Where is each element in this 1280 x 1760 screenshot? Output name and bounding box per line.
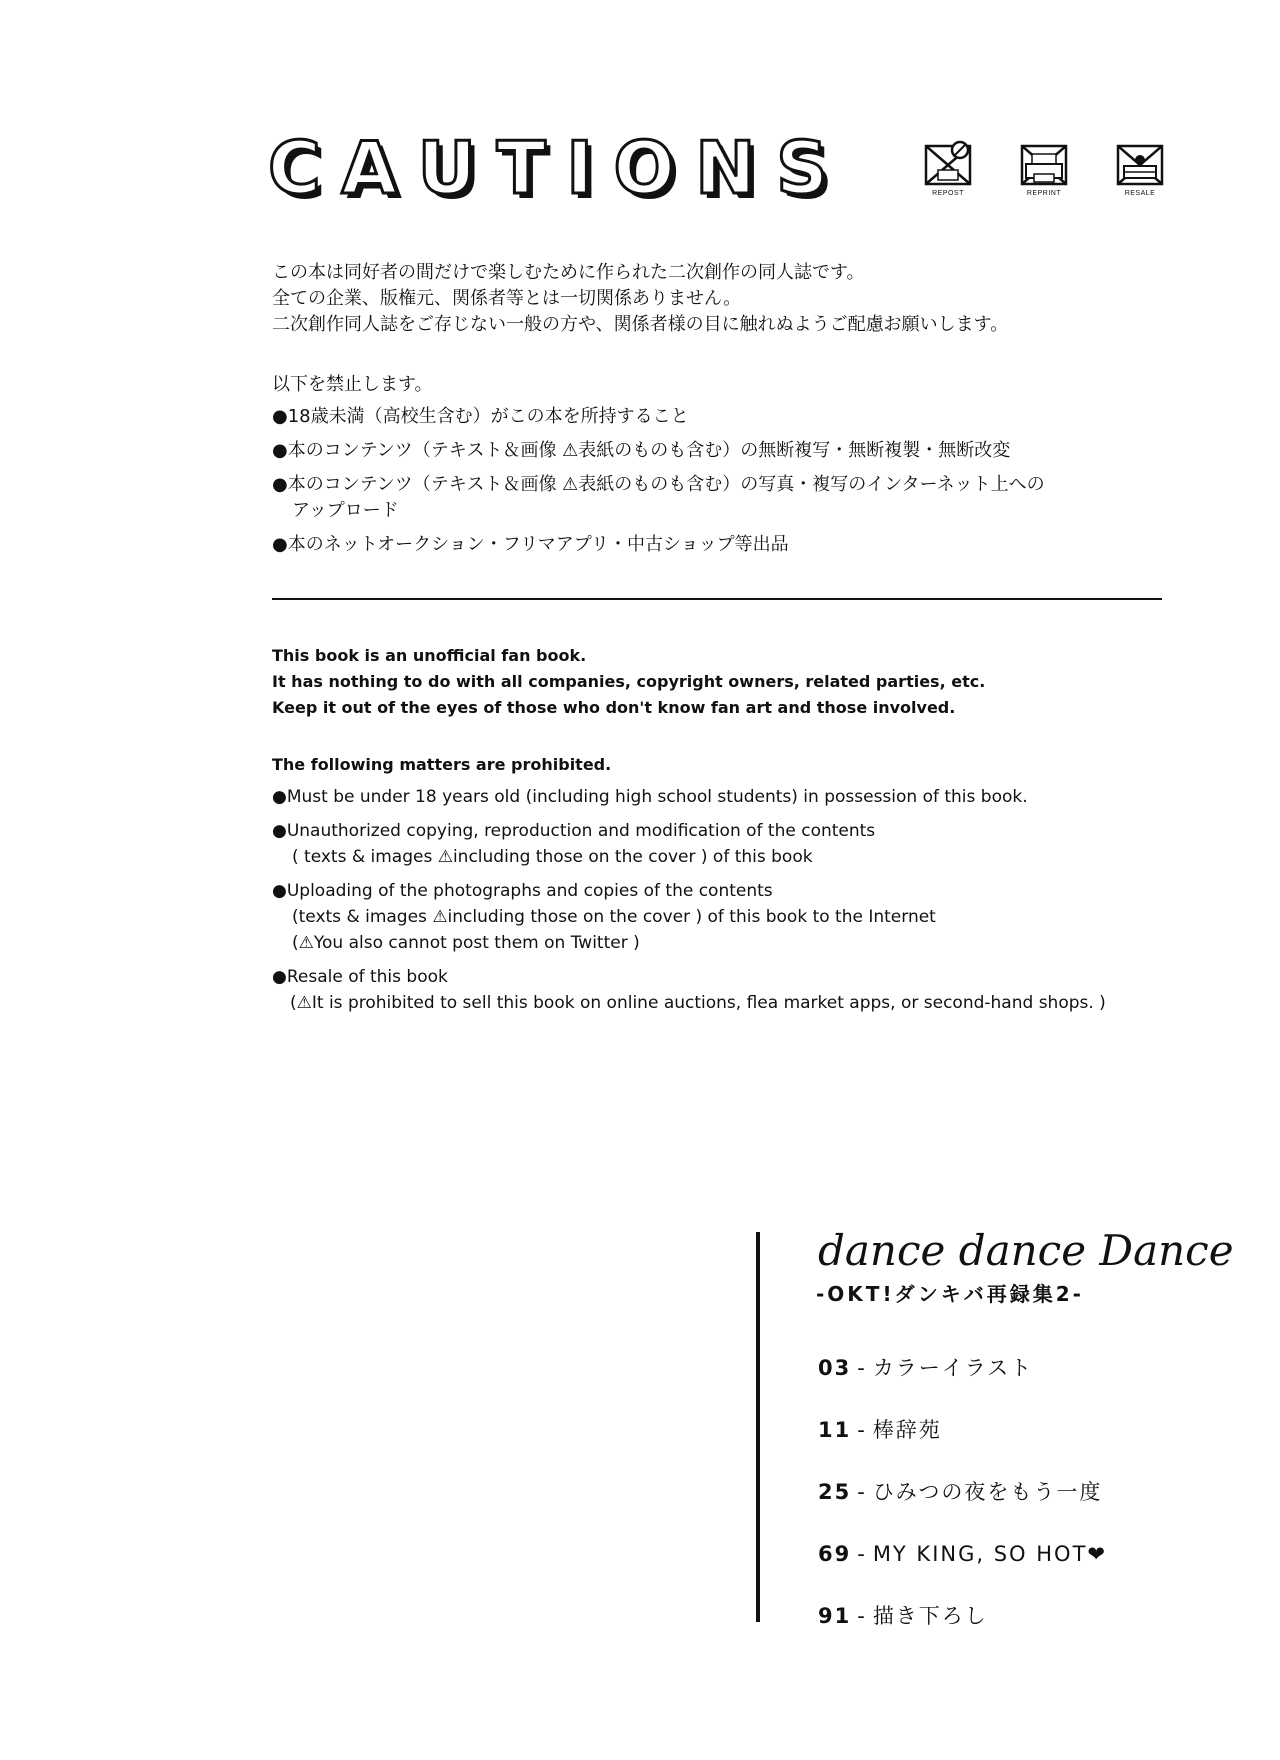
toc-separator: -: [857, 1418, 867, 1442]
toc-divider: [756, 1232, 760, 1622]
jp-prohibited-item-cont: アップロード: [292, 500, 399, 521]
jp-prohibited-item: ●本のネットオークション・フリマアプリ・中古ショップ等出品: [272, 534, 789, 555]
title-letter: N: [695, 126, 756, 210]
jp-prohibited-item-text: ●本のコンテンツ（テキスト＆画像 ⚠表紙のものも含む）の写真・複写のインターネット上への: [272, 474, 1045, 495]
no-repost-badge: [920, 140, 976, 199]
toc-entry: [818, 1352, 1198, 1414]
toc-page-number: 91: [818, 1604, 852, 1628]
title-letter: I: [566, 126, 594, 210]
en-prohibited-item-text: ●Uploading of the photographs and copies of the contents: [272, 881, 773, 901]
toc-page-number: 69: [818, 1542, 852, 1566]
no-repost-icon: [922, 140, 974, 188]
en-prohibited-item: ●Must be under 18 years old (including high school students) in possession of this book.: [272, 787, 1028, 807]
toc-separator: -: [857, 1604, 867, 1628]
table-of-contents: [818, 1352, 1198, 1662]
toc-separator: -: [857, 1356, 867, 1380]
en-intro: [272, 643, 1172, 721]
icon-caption: REPRINT: [1026, 190, 1062, 197]
toc-entry: [818, 1414, 1198, 1476]
no-reprint-badge: [1016, 140, 1072, 199]
no-resale-badge: [1112, 140, 1168, 199]
title-letter: C: [268, 126, 321, 210]
icon-caption: REPOST: [932, 190, 964, 197]
title-letter: S: [776, 126, 828, 210]
toc-separator: -: [857, 1542, 867, 1566]
en-prohibited-item: [272, 818, 1172, 870]
jp-intro-line: 全ての企業、版権元、関係者等とは一切関係ありません。: [272, 288, 742, 309]
en-prohibited-item-sub: ( texts & images ⚠including those on the cover ) of this book: [292, 847, 813, 867]
toc-entry-title: MY KING, SO HOT❤: [872, 1542, 1108, 1566]
en-intro-line: It has nothing to do with all companies, copyright owners, related parties, etc.: [272, 672, 986, 691]
book-title: dance dance Dance: [818, 1226, 1234, 1275]
en-prohibited-item-sub: (⚠It is prohibited to sell this book on online auctions, flea market apps, or second-hand shops. ): [290, 993, 1106, 1013]
en-prohibited-heading: The following matters are prohibited.: [272, 755, 612, 774]
en-prohibited-item-text: ●Resale of this book: [272, 967, 448, 987]
cautions-title: [268, 128, 828, 208]
toc-entry-title: ひみつの夜をもう一度: [872, 1480, 1103, 1504]
jp-intro-line: 二次創作同人誌をご存じない一般の方や、関係者様の目に触れぬようご配慮お願いします。: [272, 314, 1009, 335]
toc-entry: [818, 1476, 1198, 1538]
jp-intro: [272, 260, 1172, 338]
toc-page-number: 03: [818, 1356, 852, 1380]
en-prohibited-list: [272, 752, 1172, 1024]
icon-caption: RESALE: [1124, 190, 1156, 197]
toc-entry: [818, 1600, 1198, 1662]
jp-prohibited-item: ●18歳未満（高校生含む）がこの本を所持すること: [272, 406, 689, 427]
title-letter: A: [341, 126, 398, 210]
jp-prohibited-item: [272, 472, 1172, 524]
section-divider: [272, 598, 1162, 600]
no-resale-icon: [1114, 140, 1166, 188]
no-reprint-icon: [1018, 140, 1070, 188]
toc-entry-title: 描き下ろし: [872, 1604, 988, 1628]
toc-separator: -: [857, 1480, 867, 1504]
toc-page-number: 25: [818, 1480, 852, 1504]
en-prohibited-item-text: ●Unauthorized copying, reproduction and modification of the contents: [272, 821, 876, 841]
toc-entry: [818, 1538, 1198, 1600]
jp-prohibited-list: [272, 372, 1172, 566]
title-letter: T: [496, 126, 546, 210]
jp-prohibited-item: ●本のコンテンツ（テキスト＆画像 ⚠表紙のものも含む）の無断複写・無断複製・無断改変: [272, 440, 1011, 461]
toc-entry-title: 棒辞苑: [872, 1418, 942, 1442]
en-intro-line: Keep it out of the eyes of those who don't know fan art and those involved.: [272, 698, 956, 717]
en-prohibited-item-sub: (texts & images ⚠including those on the cover ) of this book to the Internet: [292, 907, 936, 927]
book-subtitle: -OKT!ダンキバ再録集2-: [816, 1282, 1084, 1306]
prohibition-icons: [920, 140, 1168, 199]
title-letter: U: [417, 126, 477, 210]
en-prohibited-item: [272, 964, 1172, 1016]
toc-entry-title: カラーイラスト: [872, 1356, 1034, 1380]
en-prohibited-item-sub: (⚠You also cannot post them on Twitter ): [292, 933, 640, 953]
jp-prohibited-heading: 以下を禁止します。: [272, 374, 433, 395]
en-intro-line: This book is an unofficial fan book.: [272, 646, 587, 665]
en-prohibited-item: [272, 878, 1172, 956]
toc-page-number: 11: [818, 1418, 852, 1442]
jp-intro-line: この本は同好者の間だけで楽しむために作られた二次創作の同人誌です。: [272, 262, 865, 283]
title-letter: O: [613, 126, 675, 210]
